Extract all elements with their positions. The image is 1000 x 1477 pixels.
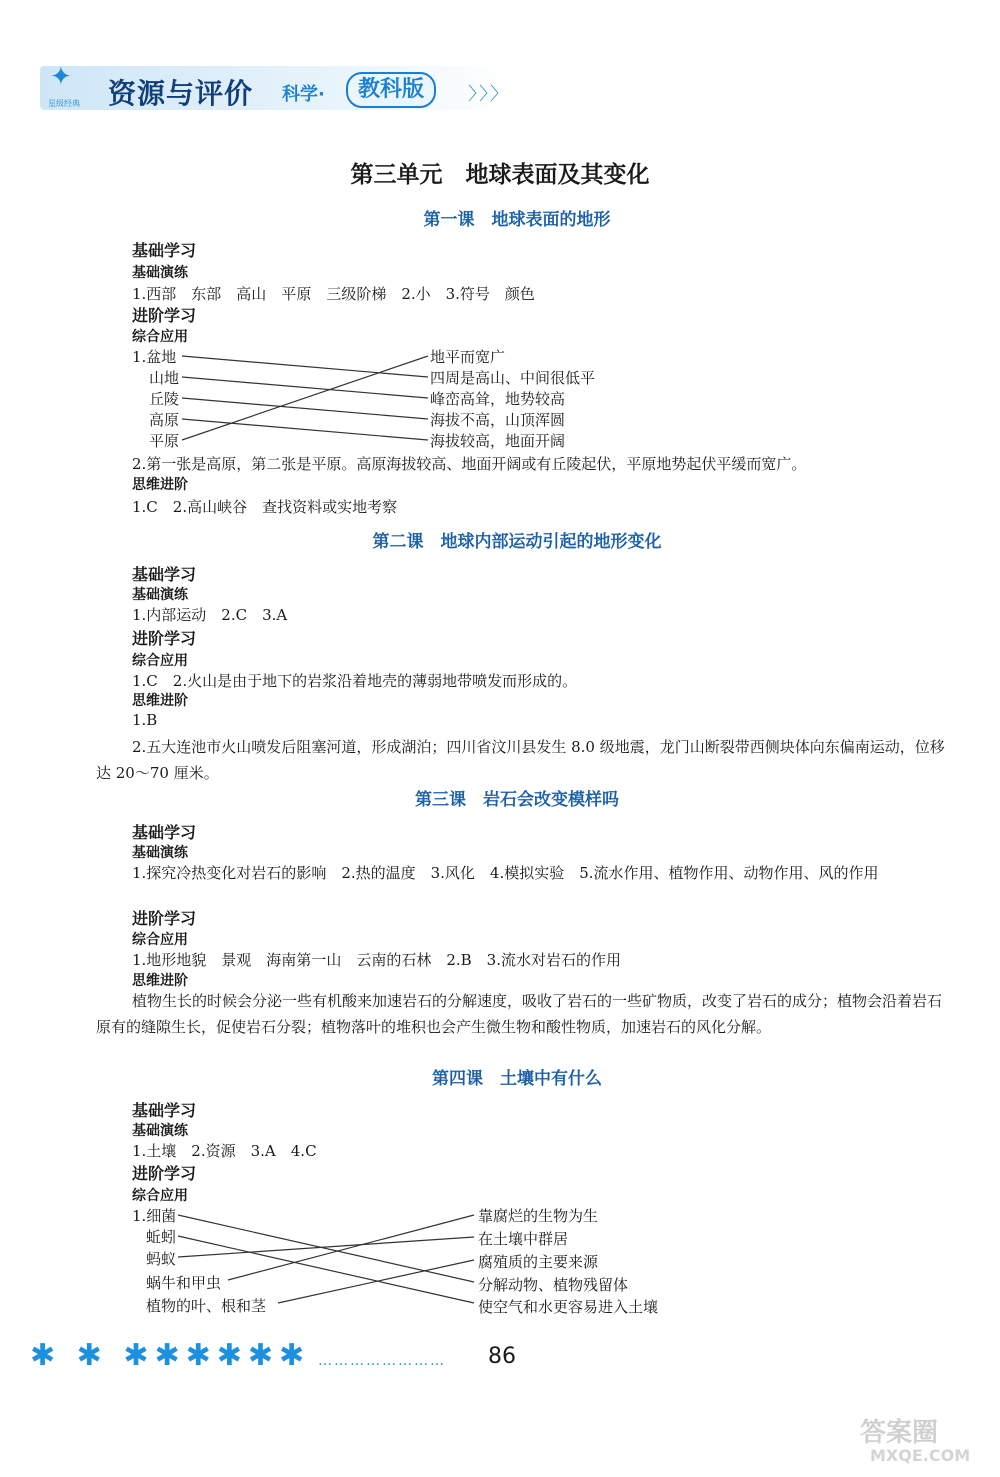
lesson1-basic-answer: 1.西部 东部 高山 平原 三级阶梯 2.小 3.符号 颜色 <box>132 285 535 303</box>
chevron-icon: 〉〉〉 <box>468 84 510 105</box>
lesson4-match-line <box>228 1215 474 1280</box>
lesson1-left-item: 平原 <box>149 432 180 450</box>
lesson1-left-item: 丘陵 <box>149 390 180 408</box>
lesson1-basic-heading: 基础学习 <box>132 241 197 260</box>
lesson3-applied-heading: 综合应用 <box>132 932 188 948</box>
lesson1-match-line <box>182 377 428 398</box>
lesson2-applied-heading: 综合应用 <box>132 653 188 669</box>
lesson4-basic-practice: 基础演练 <box>132 1123 188 1139</box>
lesson4-left-item: 1.细菌 <box>132 1207 177 1225</box>
lesson4-match-line <box>178 1215 474 1282</box>
lesson1-match-line <box>182 356 428 440</box>
lesson1-thinking-answer: 1.C 2.高山峡谷 查找资料或实地考察 <box>132 498 398 516</box>
lesson4-basic-answer: 1.土壤 2.资源 3.A 4.C <box>132 1142 317 1160</box>
lesson2-basic-answer: 1.内部运动 2.C 3.A <box>132 606 288 624</box>
lesson1-title: 第一课 地球表面的地形 <box>423 210 611 230</box>
lesson1-thinking-heading: 思维进阶 <box>132 477 188 493</box>
lesson1-right-item: 四周是高山、中间很低平 <box>430 369 596 387</box>
lesson3-basic-heading: 基础学习 <box>132 823 197 842</box>
edition-badge: 教科版 <box>346 72 436 108</box>
lesson2-thinking-heading: 思维进阶 <box>132 693 188 709</box>
lesson1-match-line <box>182 356 428 377</box>
lesson1-match-line <box>182 398 428 419</box>
lesson4-right-item: 在土壤中群居 <box>478 1230 569 1248</box>
logo-text: 星级经典 <box>48 99 80 108</box>
lesson1-left-item: 1.盆地 <box>132 348 177 366</box>
lesson2-advanced-heading: 进阶学习 <box>132 629 197 648</box>
lesson4-basic-heading: 基础学习 <box>132 1101 197 1120</box>
lesson3-advanced-heading: 进阶学习 <box>132 909 197 928</box>
footer-stars-icon: ✱ ✱ ✱✱✱✱✱✱ <box>30 1338 311 1373</box>
subject-label: 科学· <box>282 84 325 105</box>
lesson4-applied-heading: 综合应用 <box>132 1188 188 1204</box>
footer-dot-leader: …………………… <box>318 1353 446 1369</box>
lesson4-left-item: 蚂蚁 <box>146 1250 177 1268</box>
lesson3-basic-practice: 基础演练 <box>132 845 188 861</box>
lesson1-right-item: 峰峦高耸，地势较高 <box>430 390 566 408</box>
lesson1-right-item: 海拔不高，山顶浑圆 <box>430 411 566 429</box>
lesson3-applied-answer: 1.地形地貌 景观 海南第一山 云南的石林 2.B 3.流水对岩石的作用 <box>132 951 621 969</box>
lesson4-right-item: 使空气和水更容易进入土壤 <box>478 1298 659 1316</box>
lesson4-left-item: 蜗牛和甲虫 <box>146 1274 222 1292</box>
lesson2-title: 第二课 地球内部运动引起的地形变化 <box>372 532 662 552</box>
lesson3-title: 第三课 岩石会改变模样吗 <box>415 790 619 810</box>
lesson2-thinking-1: 1.B <box>132 711 158 729</box>
star-logo-icon: ✦ <box>50 62 72 92</box>
lesson4-advanced-heading: 进阶学习 <box>132 1164 197 1183</box>
lesson1-right-item: 地平而宽广 <box>430 348 506 366</box>
lesson2-basic-heading: 基础学习 <box>132 565 197 584</box>
lesson2-applied-answer: 1.C 2.火山是由于地下的岩浆沿着地壳的薄弱地带喷发而形成的。 <box>132 672 578 690</box>
lesson4-left-item: 蚯蚓 <box>146 1228 177 1246</box>
lesson3-thinking-answer: 植物生长的时候会分泌一些有机酸来加速岩石的分解速度，吸收了岩石的一些矿物质，改变了岩石的成分；植物会沿着岩石原有的缝隙生长，促使岩石分裂；植物落叶的堆积也会产生微生物和酸性物质，加速岩石的风化分解。 <box>96 992 943 1036</box>
watermark-logo: 答案圈 <box>860 1418 939 1448</box>
lesson3-thinking-heading: 思维进阶 <box>132 973 188 989</box>
lesson1-right-item: 海拔较高，地面开阔 <box>430 432 566 450</box>
watermark-url: MXQE.COM <box>870 1446 971 1465</box>
lesson4-left-item: 植物的叶、根和茎 <box>146 1297 267 1315</box>
lesson1-advanced-heading: 进阶学习 <box>132 306 197 325</box>
lesson1-basic-practice: 基础演练 <box>132 265 188 281</box>
series-title: 资源与评价 <box>108 77 254 110</box>
lesson4-right-item: 靠腐烂的生物为生 <box>478 1207 599 1225</box>
lesson1-applied-heading: 综合应用 <box>132 329 188 345</box>
lesson1-left-item: 山地 <box>149 369 180 387</box>
lesson4-right-item: 腐殖质的主要来源 <box>478 1253 599 1271</box>
lesson4-title: 第四课 土壤中有什么 <box>432 1069 602 1089</box>
lesson1-left-item: 高原 <box>149 411 180 429</box>
lesson1-answer2: 2.第一张是高原，第二张是平原。高原海拔较高、地面开阔或有丘陵起伏，平原地势起伏平缓而宽广。 <box>132 455 807 473</box>
page-number: 86 <box>488 1344 516 1369</box>
lesson2-thinking-2: 2.五大连池市火山喷发后阻塞河道，形成湖泊；四川省汶川县发生 8.0 级地震，龙门山断裂带西侧块体向东偏南运动，位移达 20～70 厘米。 <box>96 738 945 782</box>
lesson3-basic-answer: 1.探究冷热变化对岩石的影响 2.热的温度 3.风化 4.模拟实验 5.流水作用、植物作用、动物作用、风的作用 <box>132 864 879 882</box>
unit-title: 第三单元 地球表面及其变化 <box>350 161 650 188</box>
lesson2-basic-practice: 基础演练 <box>132 587 188 603</box>
lesson4-right-item: 分解动物、植物残留体 <box>478 1276 629 1294</box>
lesson1-match-line <box>182 419 428 440</box>
